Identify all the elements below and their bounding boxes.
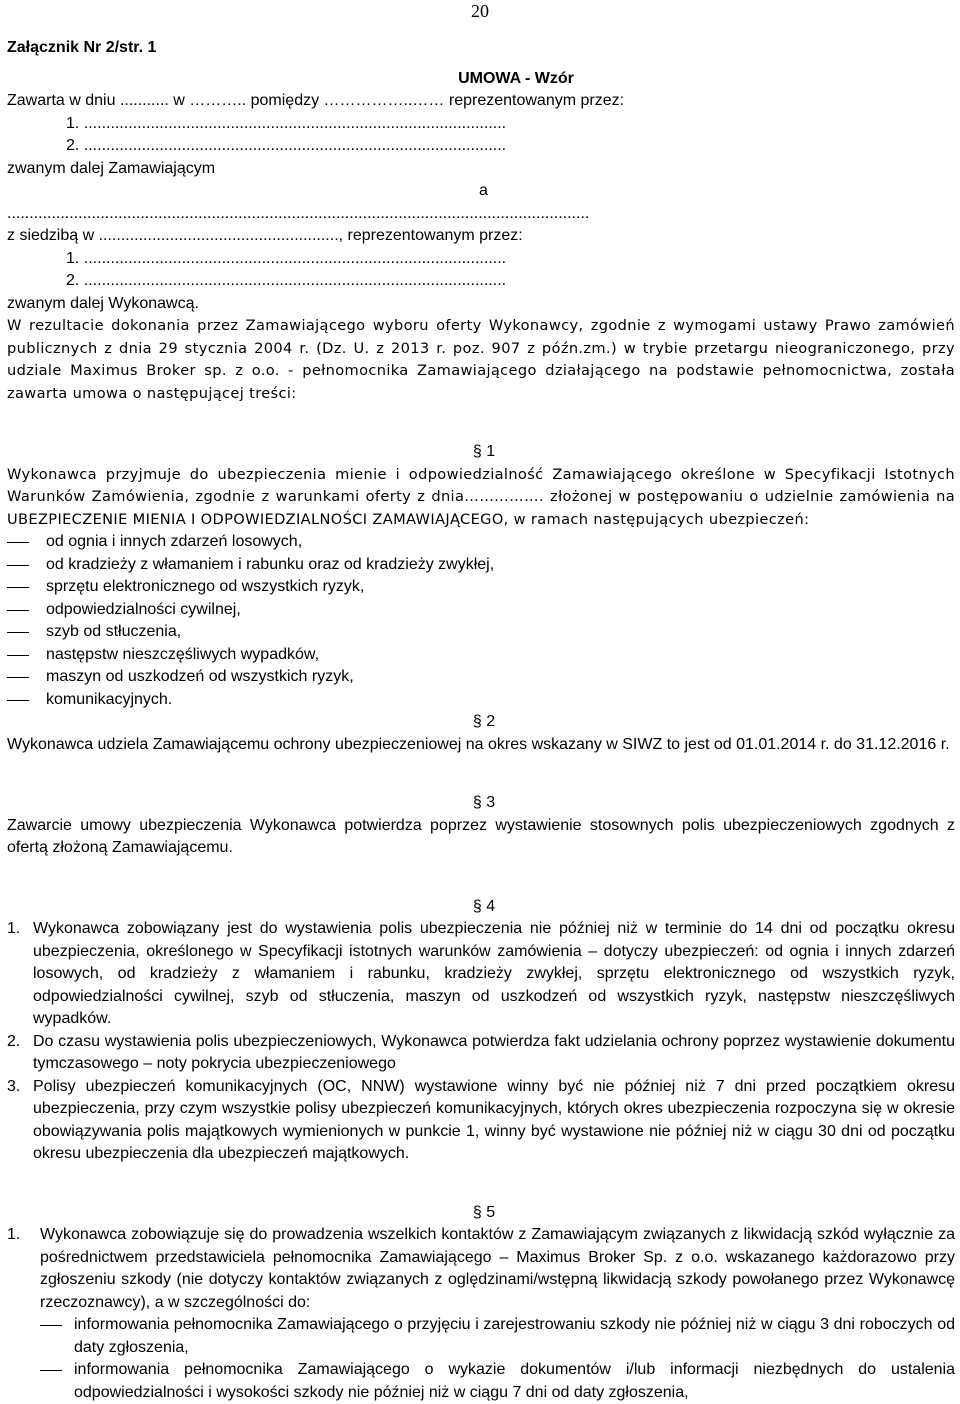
list-item: od kradzieży z włamaniem i rabunku oraz od kradzieży zwykłej,	[7, 554, 955, 577]
list-item: komunikacyjnych.	[7, 689, 955, 712]
list-item: sprzętu elektronicznego od wszystkich ryzyk,	[7, 576, 955, 599]
conjunction-a: a	[479, 182, 488, 199]
representative-4: 2. ...............................................................................................	[66, 272, 507, 289]
section-1-text: Wykonawca przyjmuje do ubezpieczenia mienie i odpowiedzialność Zamawiającego określone w Specyfikacji Istotnych Warunków Zamówienia, zgodnie z warunkami oferty z dnia……………. złożonej w postępowaniu o udzielnie zamówienia na UBEZPIECZENIE MIENIA I ODPOWIEDZIALNOŚCI ZAMAWIAJĄCEGO, w ramach następujących ubezpieczeń:	[7, 465, 955, 528]
item-text: Wykonawca zobowiązany jest do wystawienia polis ubezpieczenia nie później niż w terminie do 14 dni od początku okresu ubezpieczenia, określonego w Specyfikacji istotnych warunków zamówienia – dotyczy ubezpieczeń: od ognia i innych zdarzeń losowych, od kradzieży z włamaniem i rabunku, kradzieży zwykłej, sprzętu elektronicznego od wszystkich ryzyk, odpowiedzialności cywilnej, szyb od stłuczenia, maszyn od uszkodzeń od wszystkich ryzyk, następstw nieszczęśliwych wypadków.	[33, 920, 955, 1027]
item-text: Wykonawca zobowiązuje się do prowadzenia wszelkich kontaktów z Zamawiającym związanych z likwidacją szkód wyłącznie za pośrednictwem przedstawiciela pełnomocnika Zamawiającego – Maximus Broker Sp. z o.o. wskazanego każdorazowo przy zgłoszeniu szkody (nie dotyczy kontaktów związanych z oględzinami/wstępną likwidacją szkody powołanego przez Wykonawcę rzeczoznawcy), a w szczególności do:	[40, 1226, 955, 1311]
section-5-list	[7, 1224, 955, 1404]
intro-paragraph: W rezultacie dokonania przez Zamawiającego wyboru oferty Wykonawcy, zgodnie z wymogami ustawy Prawo zamówień publicznych z dnia 29 stycznia 2004 r. (Dz. U. z 2013 r. poz. 907 z późn.zm.) w trybie przetargu nieograniczonego, przy udziale Maximus Broker sp. z o.o. - pełnomocnika Zamawiającego działającego na podstawie pełnomocnictwa, została zawarta umowa o następującej treści:	[7, 317, 955, 402]
section-4-heading: § 4	[472, 897, 496, 915]
section-2-heading: § 2	[472, 713, 496, 730]
item-number: 1.	[7, 920, 21, 937]
ordering-party-label: zwanym dalej Zamawiającym	[7, 159, 216, 177]
list-item	[7, 918, 955, 1031]
sub-list-item: informowania pełnomocnika Zamawiającego o przyjęciu i zarejestrowaniu szkody nie później niż w ciągu 3 dni roboczych od daty zgłoszenia,	[40, 1314, 955, 1359]
insurance-types-list	[7, 531, 955, 711]
item-number: 3.	[7, 1077, 21, 1095]
contractor-name-blank: ...................................................................................................................................	[7, 204, 590, 222]
item-text: Do czasu wystawienia polis ubezpieczeniowych, Wykonawca potwierdza fakt udzielania ochrony poprzez wystawienie dokumentu tymczasowego – noty pokrycia ubezpieczeniowego	[33, 1032, 955, 1072]
list-item: maszyn od uszkodzeń od wszystkich ryzyk,	[7, 666, 955, 689]
list-item: odpowiedzialności cywilnej,	[7, 599, 955, 622]
sub-list	[40, 1314, 955, 1404]
page-number: 20	[471, 1, 489, 21]
attachment-label: Załącznik Nr 2/str. 1	[7, 39, 157, 56]
representative-3: 1. ...............................................................................................	[66, 249, 507, 267]
list-item: szyb od stłuczenia,	[7, 621, 955, 644]
document-title: UMOWA - Wzór	[458, 69, 574, 87]
section-2-text: Wykonawca udziela Zamawiającemu ochrony ubezpieczeniowej na okres wskazany w SIWZ to jest od 01.01.2014 r. do 31.12.2016 r.	[7, 735, 950, 753]
representative-1: 1. ...............................................................................................	[66, 114, 507, 132]
document-body	[7, 37, 955, 1404]
list-item	[7, 1224, 955, 1404]
representative-2: 2. ...............................................................................................	[66, 137, 507, 154]
item-number: 1.	[7, 1226, 21, 1243]
list-item: od ognia i innych zdarzeń losowych,	[7, 531, 955, 554]
item-number: 2.	[7, 1032, 21, 1050]
contractor-seat: z siedzibą w ......................................................, reprezentowanym przez:	[7, 227, 523, 244]
intro-line: Zawarta w dniu ........... w ……….. pomiędzy ……………..…… reprezentowanym przez:	[7, 92, 625, 109]
sub-list-item: informowania pełnomocnika Zamawiającego o wykazie dokumentów i/lub informacji niezbędnych do ustalenia odpowiedzialności i wysokości szkody nie później niż w ciągu 7 dni od daty zgłoszenia,	[40, 1359, 955, 1404]
section-5-heading: § 5	[472, 1203, 496, 1221]
section-3-heading: § 3	[472, 794, 496, 811]
contractor-label: zwanym dalej Wykonawcą.	[7, 294, 199, 312]
item-text: Polisy ubezpieczeń komunikacyjnych (OC, NNW) wystawione winny być nie później niż 7 dni przed początkiem okresu ubezpieczenia, przy czym wszystkie polisy ubezpieczeń komunikacyjnych, których okres ubezpieczenia rozpoczyna się w okresie obowiązywania polis majątkowych wymienionych w punkcie 1, winny być wystawione nie później niż w ciągu 30 dni od początku okresu ubezpieczenia dla ubezpieczeń majątkowych.	[33, 1077, 955, 1162]
list-item	[7, 1031, 955, 1076]
section-4-list	[7, 918, 955, 1166]
list-item	[7, 1076, 955, 1166]
section-1-heading: § 1	[472, 443, 496, 460]
section-3-text: Zawarcie umowy ubezpieczenia Wykonawca potwierdza poprzez wystawienie stosownych polis ubezpieczeniowych zgodnych z ofertą złożoną Zamawiającemu.	[7, 816, 955, 856]
list-item: następstw nieszczęśliwych wypadków,	[7, 644, 955, 667]
